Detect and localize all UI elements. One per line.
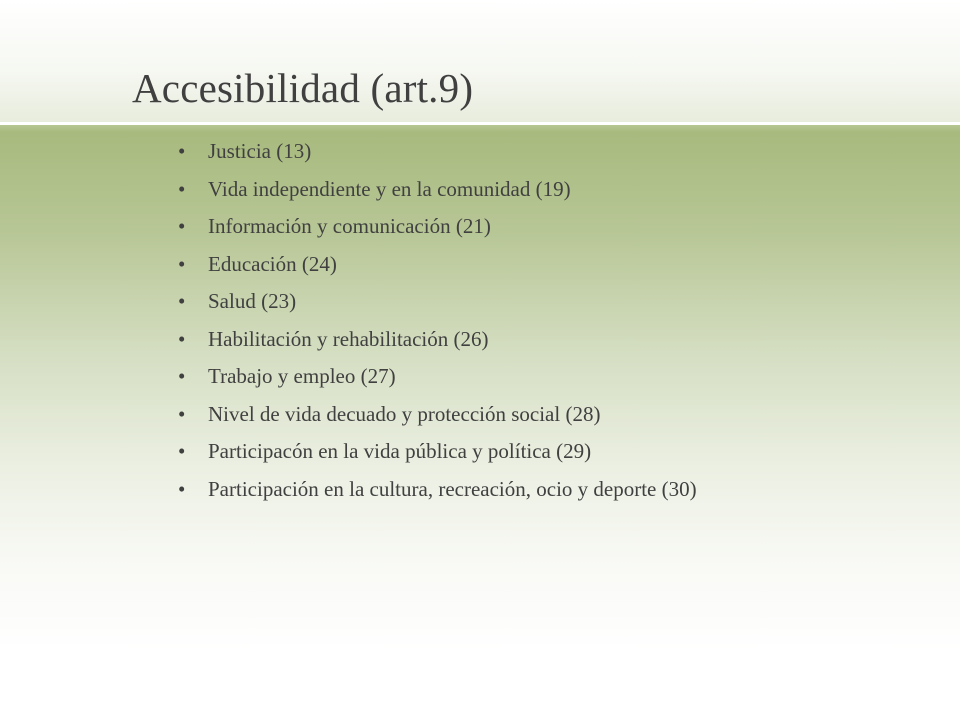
list-item [178, 401, 818, 427]
bullet-icon: • [178, 139, 186, 163]
bullet-icon: • [178, 439, 186, 463]
bullet-text: Trabajo y empleo (27) [208, 364, 396, 388]
list-item [178, 363, 818, 389]
list-item [178, 288, 818, 314]
bullet-icon: • [178, 251, 186, 276]
title-divider [0, 122, 960, 125]
bullet-text: Salud (23) [208, 289, 297, 313]
bullet-text: Información y comunicación (21) [208, 214, 491, 238]
list-item [178, 251, 818, 277]
bullet-text: Educación (24) [208, 251, 337, 276]
bullet-text: Participación en la cultura, recreación, ocio y deporte (30) [208, 476, 697, 501]
bullet-text: Justicia (13) [208, 139, 312, 163]
list-item [178, 476, 818, 502]
bullet-icon: • [178, 401, 186, 426]
list-item [178, 326, 818, 352]
bullet-text: Vida independiente y en la comunidad (19) [208, 176, 571, 201]
bullet-icon: • [178, 364, 186, 388]
bullet-text: Participacón en la vida pública y política (29) [208, 439, 592, 463]
list-item [178, 213, 818, 239]
bullet-icon: • [178, 326, 186, 351]
slide-title: Accesibilidad (art.9) [132, 65, 474, 111]
bullet-icon: • [178, 176, 186, 201]
bullet-list [178, 138, 818, 513]
bullet-icon: • [178, 289, 186, 313]
bullet-text: Nivel de vida decuado y protección social (28) [208, 401, 601, 426]
list-item [178, 438, 818, 464]
list-item [178, 138, 818, 164]
list-item [178, 176, 818, 202]
bullet-text: Habilitación y rehabilitación (26) [208, 326, 489, 351]
bullet-icon: • [178, 476, 186, 501]
bullet-icon: • [178, 214, 186, 238]
